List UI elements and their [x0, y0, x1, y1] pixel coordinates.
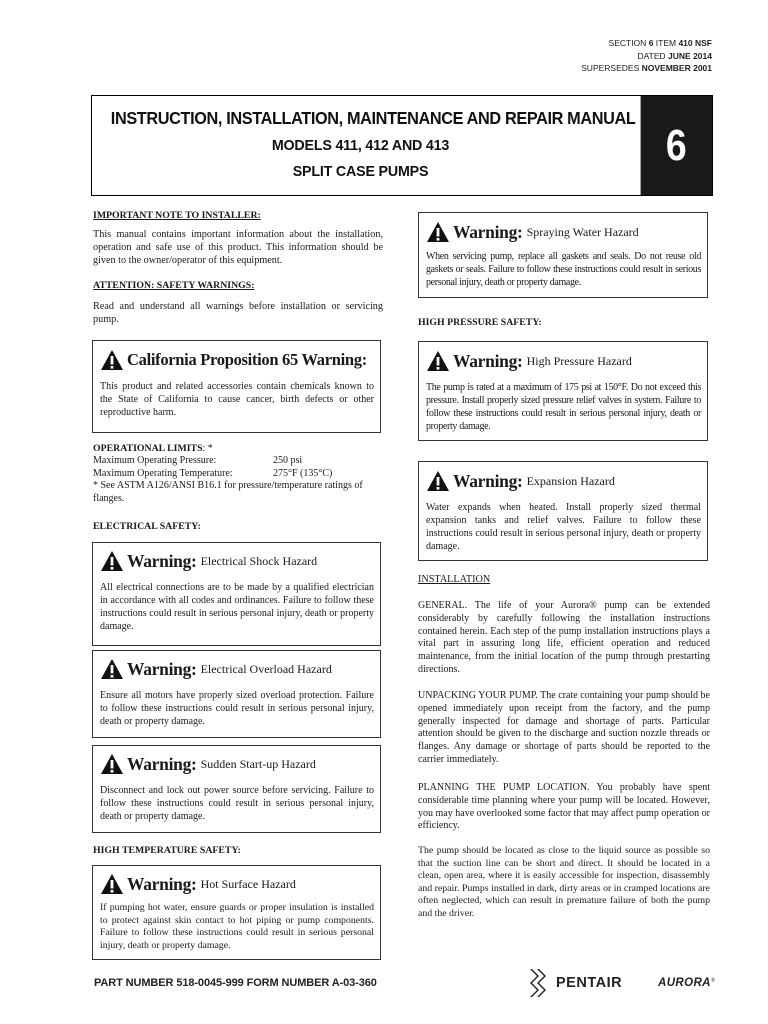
expansion-warning-box [418, 461, 708, 561]
limits-heading-row: OPERATIONAL LIMITS: * [93, 443, 213, 454]
warning-triangle-icon [100, 873, 124, 895]
pump-type-title: SPLIT CASE PUMPS [292, 163, 429, 180]
title-block [92, 96, 636, 195]
warning-word: Warning: [127, 550, 197, 571]
general-paragraph: GENERAL. The life of your Aurora® pump can be extended considerably by carefully following the installation instructions contained herein. Each step of the pump installation instructions plays a vital part in assuring long life, efficient operation and reduced maintenance, from the initial location of the pump through prestarting directions. [418, 600, 710, 675]
warning-text: When servicing pump, replace all gaskets and seals. Do not reuse old gaskets or seals. Failure to follow these instructions could result in serious personal injury, death or property damage. [426, 251, 701, 288]
manual-title: INSTRUCTION, INSTALLATION, MAINTENANCE AND REPAIR MANUAL [110, 108, 636, 128]
high-pressure-heading: HIGH PRESSURE SAFETY: [418, 317, 542, 328]
warning-title-row [100, 753, 374, 775]
important-note-heading: IMPORTANT NOTE TO INSTALLER: [93, 210, 261, 221]
warning-triangle-icon [426, 221, 450, 243]
warning-triangle-icon [100, 550, 124, 572]
warning-text: The pump is rated at a maximum of 175 psi at 150°F. Do not exceed this pressure. Install properly sized pressure relief valves in system. Failure to follow these instructions could result in serious personal injury, death or property damage. [426, 382, 701, 432]
location-paragraph: The pump should be located as close to the liquid source as possible so that the suction line can be short and direct. It should be located in a clean, open area, where it is easily accessible for inspection, disassembly and repair. Pumps installed in dark, dirty areas or in cramped locations are often neglected, which can result in premature failure of both the pump and the driver. [418, 845, 710, 919]
dated-line: DATED JUNE 2014 [637, 50, 712, 61]
warning-title-row [426, 350, 701, 372]
electrical-safety-heading: ELECTRICAL SAFETY: [93, 521, 201, 532]
unpacking-paragraph: UNPACKING YOUR PUMP. The crate containing your pump should be opened immediately upon receipt from the factory, and the pump generally inspected for damage and shortage of parts. Particular attention should be given to the discharge and suction nozzle threads or flanges. Any damage or shortage of parts should be reported to the carrier immediately. [418, 690, 710, 765]
high-temperature-heading: HIGH TEMPERATURE SAFETY: [93, 845, 241, 856]
section-line: SECTION 6 ITEM 410 NSF [608, 38, 712, 48]
prop65-text: This product and related accessories contain chemicals known to the State of California to cause cancer, birth defects or other reproductive harm. [100, 381, 374, 418]
warning-hazard: Electrical Shock Hazard [200, 553, 318, 568]
section-number-tab: 6 [641, 96, 712, 195]
warning-word: Warning: [127, 873, 197, 894]
installation-heading: INSTALLATION [418, 574, 491, 585]
prop65-title: California Proposition 65 Warning: [127, 350, 367, 369]
electrical-overload-warning-box [92, 650, 381, 738]
warning-word: Warning: [127, 753, 197, 774]
sudden-startup-warning-box [92, 745, 381, 833]
aurora-logo [658, 977, 715, 989]
warning-title-row [426, 221, 701, 243]
aurora-wordmark: AURORA [658, 977, 711, 989]
warning-title-row [100, 550, 374, 572]
pentair-arrow-icon [528, 968, 550, 998]
hot-surface-warning-box [92, 865, 381, 960]
supersedes-line: SUPERSEDES NOVEMBER 2001 [581, 63, 712, 73]
warning-word: Warning: [453, 470, 523, 491]
warning-triangle-icon [100, 658, 124, 680]
prop65-title-row [100, 349, 374, 371]
planning-paragraph: PLANNING THE PUMP LOCATION. You probably have spent considerable time planning where your pump will be located. However, you may have overlooked some factor that may affect pump operation or efficiency. [418, 782, 710, 832]
warning-hazard: Sudden Start-up Hazard [200, 756, 316, 771]
warning-hazard: Spraying Water Hazard [526, 224, 639, 239]
limits-note: * See ASTM A126/ANSI B16.1 for pressure/temperature ratings of flanges. [93, 480, 363, 504]
warning-text: Water expands when heated. Install properly sized thermal expansion tanks and relief valves. Failure to follow these instructions could result in serious personal injury, death or property damage. [426, 502, 701, 552]
pentair-wordmark: PENTAIR [556, 975, 623, 991]
part-number: PART NUMBER 518-0045-999 FORM NUMBER A-03-360 [94, 977, 377, 989]
warning-hazard: Electrical Overload Hazard [200, 661, 332, 676]
models-title: MODELS 411, 412 AND 413 [271, 137, 450, 154]
document-header-info [581, 37, 712, 75]
pentair-logo [528, 968, 622, 998]
warning-triangle-icon [426, 350, 450, 372]
warning-title-row [100, 873, 374, 895]
warning-hazard: Expansion Hazard [526, 473, 615, 488]
electrical-shock-warning-box [92, 542, 381, 646]
attention-text: Read and understand all warnings before installation or servicing pump. [93, 301, 383, 325]
operational-limits [93, 443, 383, 505]
warning-title-row [100, 658, 374, 680]
warning-text: Disconnect and lock out power source before servicing. Failure to follow these instructions could result in serious personal injury, death or property damage. [100, 785, 374, 822]
high-pressure-warning-box [418, 341, 708, 441]
limit-row: Maximum Operating Pressure: 250 psi [93, 455, 303, 467]
limit-row: Maximum Operating Temperature: 275°F (135°C) [93, 467, 333, 479]
warning-text: All electrical connections are to be made by a qualified electrician in accordance with all codes and ordinances. Failure to follow these instructions could result in serious personal injury, death or property damage. [100, 582, 374, 632]
warning-title-row [426, 470, 701, 492]
warning-triangle-icon [426, 470, 450, 492]
warning-hazard: Hot Surface Hazard [200, 876, 296, 891]
warning-word: Warning: [453, 221, 523, 242]
attention-heading: ATTENTION: SAFETY WARNINGS: [93, 280, 255, 291]
prop65-warning-box [92, 340, 381, 433]
warning-triangle-icon [100, 753, 124, 775]
warning-hazard: High Pressure Hazard [526, 353, 632, 368]
title-box [91, 95, 713, 196]
important-note-text: This manual contains important information about the installation, operation and safe use of this product. This information should be given to the owner/operator of this equipment. [93, 229, 383, 266]
spraying-water-warning-box [418, 212, 708, 298]
warning-word: Warning: [127, 658, 197, 679]
registered-mark: ® [710, 978, 716, 984]
warning-word: Warning: [453, 350, 523, 371]
warning-text: Ensure all motors have properly sized overload protection. Failure to follow these instructions could result in serious personal injury, death or property damage. [100, 690, 374, 727]
warning-triangle-icon [100, 349, 124, 371]
limits-heading: OPERATIONAL LIMITS [93, 443, 203, 454]
warning-text: If pumping hot water, ensure guards or proper insulation is installed to protect against skin contact to hot piping or pump components. Failure to follow these instructions could result in serious personal injury, death or property damage. [100, 902, 374, 951]
